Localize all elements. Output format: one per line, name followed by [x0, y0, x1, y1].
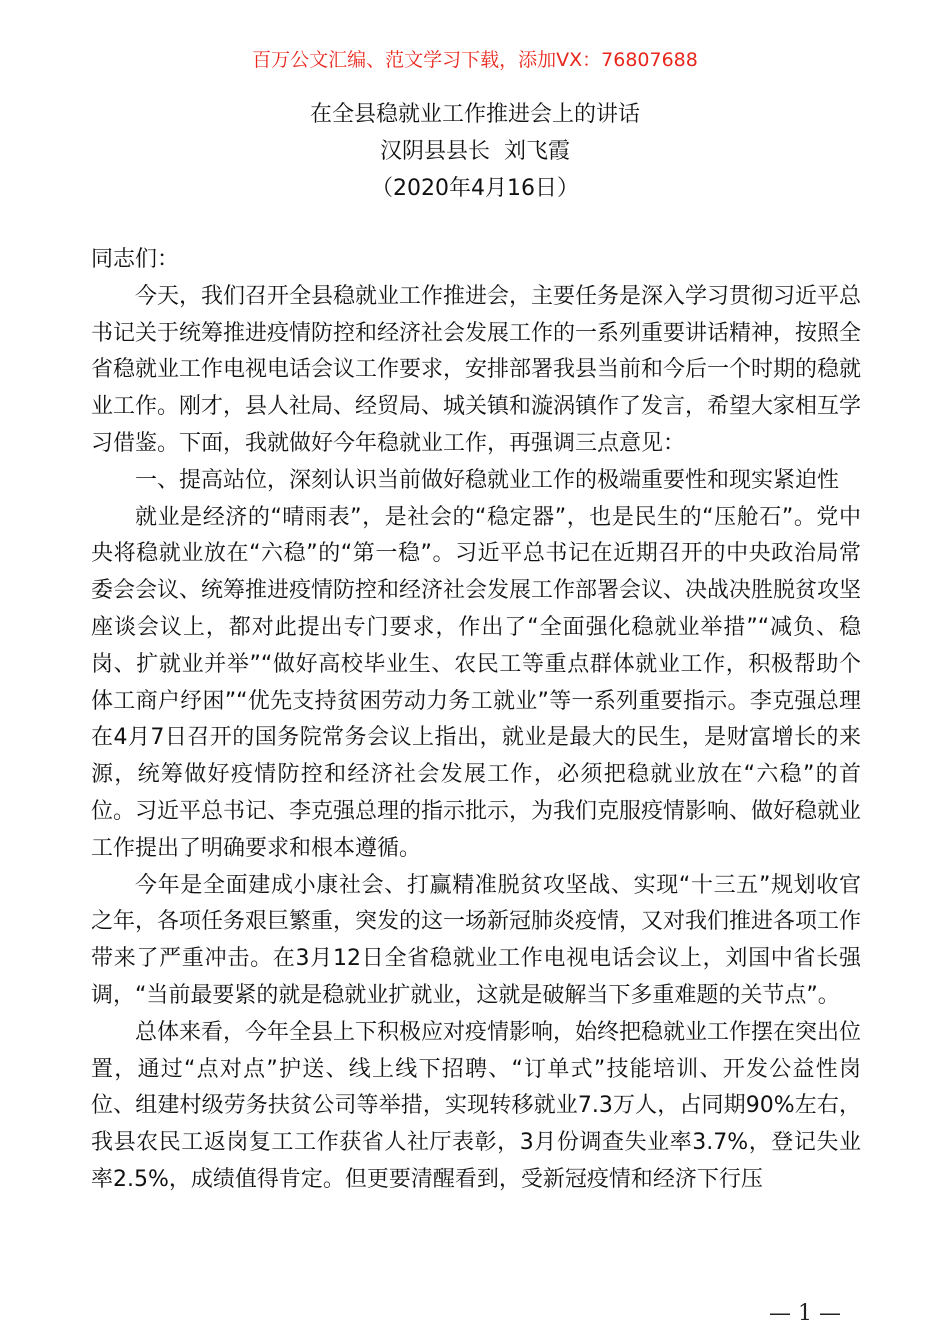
- title-block: [0, 96, 950, 207]
- watermark-banner: 百万公文汇编、范文学习下载，添加VX：76807688: [252, 49, 698, 71]
- paragraph-this-year: 今年是全面建成小康社会、打赢精准脱贫攻坚战、实现“十三五”规划收官之年，各项任务艰巨繁重，突发的这一场新冠肺炎疫情，又对我们推进各项工作带来了严重冲击。在3月12日全省稳就业工作电视电话会议上，刘国中省长强调，“当前最要紧的就是稳就业扩就业，这就是破解当下多重难题的关节点”。: [91, 872, 862, 1008]
- speech-body: [91, 242, 861, 1199]
- paragraph-opening: 今天，我们召开全县稳就业工作推进会，主要任务是深入学习贯彻习近平总书记关于统筹推进疫情防控和经济社会发展工作的一系列重要讲话精神，按照全省稳就业工作电视电话会议工作要求，安排部署我县当前和今后一个时期的稳就业工作。刚才，县人社局、经贸局、城关镇和漩涡镇作了发言，希望大家相互学习借鉴。下面，我就做好今年稳就业工作，再强调三点意见：: [91, 283, 862, 456]
- speech-title: 在全县稳就业工作推进会上的讲话: [309, 102, 640, 127]
- speaker-line: 汉阴县县长 刘飞霞: [380, 139, 570, 164]
- speech-date: （2020年4月16日）: [371, 176, 579, 201]
- page-number: — 1 —: [769, 1301, 841, 1326]
- paragraph-employment-importance: 就业是经济的“晴雨表”，是社会的“稳定器”，也是民生的“压舱石”。党中央将稳就业放在“六稳”的“第一稳”。习近平总书记在近期召开的中央政治局常委会会议、统筹推进疫情防控和经济社会发展工作部署会议、决战决胜脱贫攻坚座谈会议上，都对此提出专门要求，作出了“全面强化稳就业举措”“减负、稳岗、扩就业并举”“做好高校毕业生、农民工等重点群体就业工作，积极帮助个体工商户纾困”“优先支持贫困劳动力务工就业”等一系列重要指示。李克强总理在4月7日召开的国务院常务会议上指出，就业是最大的民生，是财富增长的来源，统筹做好疫情防控和经济社会发展工作，必须把稳就业放在“六稳”的首位。习近平总书记、李克强总理的指示批示，为我们克服疫情影响、做好稳就业工作提出了明确要求和根本遵循。: [91, 504, 862, 861]
- salutation: 同志们：: [91, 247, 180, 272]
- section-heading-1: 一、提高站位，深刻认识当前做好稳就业工作的极端重要性和现实紧迫性: [135, 467, 840, 493]
- paragraph-overall: 总体来看，今年全县上下积极应对疫情影响，始终把稳就业工作摆在突出位置，通过“点对点”护送、线上线下招聘、“订单式”技能培训、开发公益性岗位、组建村级劳务扶贫公司等举措，实现转移就业7.3万人，占同期90%左右，我县农民工返岗复工工作获省人社厅表彰，3月份调查失业率3.7%，登记失业率2.5%，成绩值得肯定。但更要清醒看到，受新冠疫情和经济下行压: [91, 1019, 862, 1192]
